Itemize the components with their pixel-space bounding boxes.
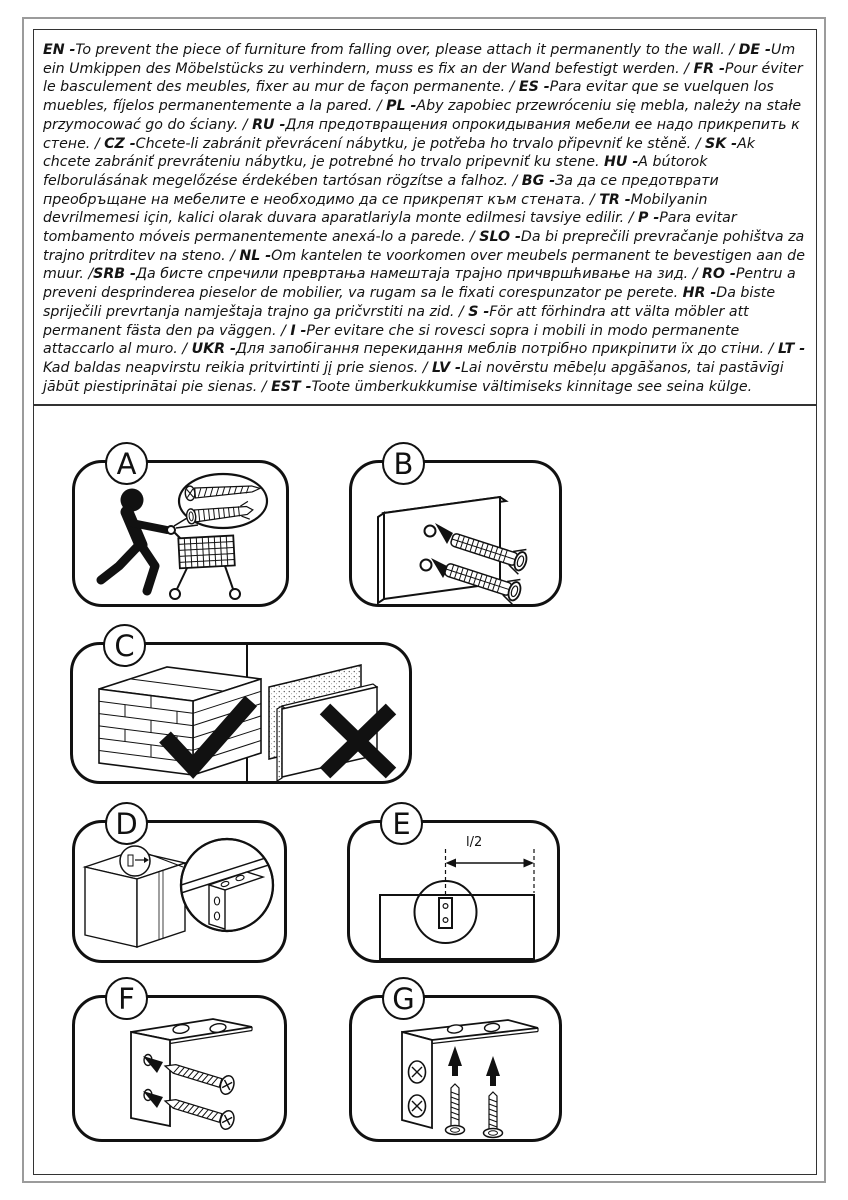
language-code: TR -: [599, 191, 631, 208]
screw-icon: [446, 1084, 465, 1135]
buy-screws-illustration: [75, 463, 286, 604]
panel-b-badge: [382, 442, 425, 485]
screws-up-into-bracket-illustration: [352, 998, 559, 1139]
language-code: RO -: [701, 266, 736, 283]
person-icon: [101, 489, 167, 592]
wall-plugs-into-wall-illustration: [352, 463, 559, 604]
language-text: Para evitar tombamento móveis permanentemente anexá-lo a parede.: [43, 210, 737, 246]
panel-b: [349, 446, 562, 607]
language-text: Ak chcete zabrániť prevráteniu nábytku, je potrebné ho trvalo pripevniť ku stene.: [43, 135, 755, 171]
language-code: RU -: [252, 116, 286, 133]
language-text: Pentru a preveni desprinderea pieselor de mobilier, va rugam sa le fixati corespunzator pe perete.: [43, 266, 796, 302]
panel-a-label: A: [116, 446, 137, 481]
screw-icon: [484, 1092, 503, 1138]
language-code: NL -: [239, 247, 272, 264]
language-text: A bútorok felborulásának megelőzése érdekében tartósan rögzítse a falhoz.: [43, 154, 708, 189]
panel-e-badge: [380, 802, 423, 845]
panel-d-badge: [105, 802, 148, 845]
speech-bubble: [174, 474, 267, 528]
language-text: Toote ümberkukkumise vältimiseks kinnitage see seina külge.: [311, 378, 753, 395]
arrow-icon: [448, 1046, 462, 1076]
language-code: FR -: [693, 60, 725, 77]
language-text: Da biste spriječili prevrtanja namještaja trajno ga pričvrstiti na zid.: [43, 285, 776, 320]
language-code: BG -: [521, 172, 556, 189]
language-text: Pour éviter le basculement des meubles, fixer au mur de façon permanente.: [43, 60, 803, 96]
language-code: SK -: [705, 135, 738, 152]
screws-into-bracket-illustration: [75, 998, 284, 1139]
language-text: För att förhindra att välta möbler att permanent fästa den pa väggen.: [43, 303, 749, 339]
warning-text: EN -To prevent the piece of furniture from falling over, please attach it permanently to the wall. / DE -Um ein Umkippen des Möbelstücks zu verhindern, muss es fix an der Wand befestigt werden. / FR -Pour éviter le basculement des meubles, fixer au mur de façon permanente. / ES -Para evitar que se vuelquen los muebles, fíjelos permanentemente a la pared. / PL -Aby zapobiec przewróceniu się mebla, należy na stałe przymocować go do ściany. / RU -Для предотвращения опрокидывания мебели ее надо прикрепить к стене. / CZ -Chcete-li zabránit převrácení nábytku, je potřeba ho trvalo připevniť ke stěně. / SK -Ak chcete zabrániť prevráteniu nábytku, je potrebné ho trvalo pripevniť ku stene. HU -A bútorok felborulásának megelőzése érdekében tartósan rögzítse a falhoz. / BG -За да се предотврати преобръщане на мебелите е необходимо да се прикрепят към стената. / TR -Mobilyanin devrilmemesi için, kalici olarak duvara aparatlariyla monte edilmesi tavsiye edilir. / P -Para evitar tombamento móveis permanentemente anexá-lo a parede. / SLO -Da bi preprečili prevračanje pohištva za trajno pritrditev na steno. / NL -Om kantelen te voorkomen over meubels permanent te bevestigen aan de muur. /SRB -Да бисте спречили превртања намештаја трајно причвршћивање на зид. / RO -Pentru a preveni desprinderea pieselor de mobilier, va rugam sa le fixati corespunzator pe perete. HR -Da biste spriječili prevrtanja namještaja trajno ga pričvrstiti na zid. / S -För att förhindra att välta möbler att permanent fästa den pa väggen. / I -Per evitare che si rovesci sopra i mobili in modo permanente attaccarlo al muro. / UKR -Для запобігання перекидання меблів потрібно прикріпити їх до стіни. / LT -Kad baldas neapvirstu reikia pritvirtinti jį prie sienos. / LV -Lai novērstu mēbeļu apgāšanos, tai pastāvīgi jābūt piestiprinātai pie sienas. / EST -Toote ümberkukkumise vältimiseks kinnitage see seina külge.: [43, 42, 806, 395]
diagram-box: [33, 405, 817, 1175]
dashed-guides: [446, 849, 535, 897]
language-text: За да се предотврати преобръщане на мебелите е необходимо да се прикрепят към стената.: [43, 172, 719, 208]
language-code: S -: [468, 303, 490, 320]
language-text: Для запобігання перекидання меблів потрібно прикріпити їх до стіни.: [235, 341, 765, 358]
bracket-position-illustration: [350, 823, 557, 960]
language-code: LT -: [777, 341, 806, 358]
panel-c: [70, 628, 412, 784]
language-text: Для предотвращения опрокидывания мебели ее надо прикрепить к стене.: [43, 116, 800, 152]
shopping-cart-icon: [167, 526, 240, 599]
panel-b-label: B: [393, 446, 414, 481]
panel-a: [72, 446, 289, 607]
language-code: UKR -: [191, 341, 236, 358]
language-code: P -: [638, 210, 660, 227]
language-text: To prevent the piece of furniture from falling over, please attach it permanently to the wall.: [75, 42, 725, 58]
language-text: Om kantelen te voorkomen over meubels permanent te bevestigen aan de muur.: [43, 247, 805, 283]
language-text: Para evitar que se vuelquen los muebles, fíjelos permanentemente a la pared.: [43, 79, 774, 115]
language-code: HR -: [682, 285, 717, 302]
screw-head-icon: [409, 1095, 426, 1117]
language-text: Да бисте спречили превртања намештаја трајно причвршћивање на зид.: [135, 266, 689, 283]
bracket-on-furniture-illustration: [75, 823, 284, 960]
language-code: DE -: [738, 42, 771, 58]
bracket-icon: [402, 1020, 538, 1128]
panel-f-badge: [105, 977, 148, 1020]
screw-head-icon: [409, 1061, 426, 1083]
plasterboard-icon: [269, 665, 377, 781]
panel-f: [72, 981, 287, 1142]
panel-e: [347, 806, 560, 963]
bracket-icon: [439, 898, 452, 928]
furniture-outline: [380, 895, 534, 959]
dimension-label: l/2: [466, 835, 483, 850]
dimension-arrow: [446, 859, 535, 868]
warning-text-box: [33, 29, 817, 405]
language-code: EN -: [43, 42, 76, 58]
panel-e-label: E: [392, 806, 411, 841]
language-text: Kad baldas neapvirstu reikia pritvirtinti jį prie sienos.: [43, 359, 419, 376]
panel-c-label: C: [114, 628, 135, 663]
screw-icon: [162, 1092, 236, 1131]
language-code: PL -: [386, 98, 417, 115]
panel-g: [349, 981, 562, 1142]
language-code: ES -: [518, 79, 550, 96]
screw-icon: [162, 1057, 236, 1096]
panel-g-label: G: [392, 981, 415, 1016]
language-text: Lai novērstu mēbeļu apgāšanos, tai pastāvīgi jābūt piestiprinātai pie sienas.: [43, 359, 784, 395]
panel-d: [72, 806, 287, 963]
panel-a-badge: [105, 442, 148, 485]
language-code: CZ -: [104, 135, 136, 152]
language-text: Aby zapobiec przewróceniu się mebla, należy na stałe przymocować go do ściany.: [43, 98, 802, 133]
language-code: I -: [290, 322, 307, 339]
panel-d-label: D: [115, 806, 138, 841]
language-code: EST -: [271, 378, 312, 395]
arrow-icon: [486, 1056, 500, 1086]
magnifier-circle: [181, 839, 275, 931]
language-code: SRB -: [93, 266, 136, 283]
language-text: Um ein Umkippen des Möbelstücks zu verhindern, muss es fix an der Wand befestigt werden.: [43, 42, 796, 77]
language-text: Da bi preprečili prevračanje pohištva za trajno pritrditev na steno.: [43, 229, 805, 264]
panel-c-badge: [103, 624, 146, 667]
language-text: Per evitare che si rovesci sopra i mobili in modo permanente attaccarlo al muro.: [43, 322, 740, 358]
panel-g-badge: [382, 977, 425, 1020]
language-code: HU -: [604, 154, 639, 171]
language-code: LV -: [432, 359, 461, 376]
language-code: SLO -: [479, 229, 521, 246]
sheet-border: [22, 17, 826, 1183]
panel-f-label: F: [118, 981, 135, 1016]
language-text: Mobilyanin devrilmemesi için, kalici olarak duvara aparatlariyla monte edilmesi tavsiye edilir.: [43, 191, 708, 227]
detail-circle-small: [120, 846, 150, 876]
language-text: Chcete-li zabránit převrácení nábytku, je potřeba ho trvalo připevniť ke stěně.: [135, 135, 692, 152]
